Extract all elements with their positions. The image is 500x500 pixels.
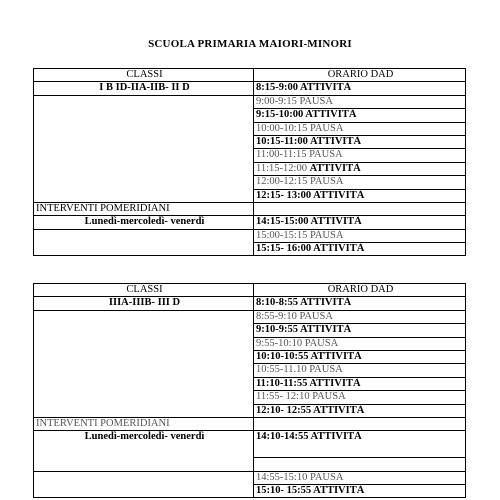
table-row [34, 471, 466, 484]
time-slot: 15:10- 15:55 ATTIVITÀ [254, 485, 466, 498]
class-group-label: I B ID-IIA-IIB- II D [34, 82, 254, 95]
empty-cell [34, 229, 254, 256]
time-slot: 9:10-9:55 ATTIVITÀ [254, 324, 466, 337]
activity-label: ATTIVITÀ [309, 162, 361, 174]
time-slot: 8:55-9:10 PAUSA [254, 310, 466, 323]
interventi-label: INTERVENTI POMERIDIANI [34, 202, 254, 215]
time-slot: 12:00-12:15 PAUSA [254, 176, 466, 189]
time-slot: 15:00-15:15 PAUSA [254, 229, 466, 242]
schedule-table-2 [33, 283, 466, 498]
empty-cell [254, 202, 466, 215]
time-slot: 8:10-8:55 ATTIVITÀ [254, 297, 466, 310]
table-row [34, 431, 466, 458]
empty-cell [254, 458, 466, 471]
class-group-label: IIIA-IIIB- III D [34, 297, 254, 310]
table-row [34, 310, 466, 323]
page-title: SCUOLA PRIMARIA MAIORI-MINORI [148, 38, 352, 50]
empty-cell [254, 417, 466, 430]
schedule-table-1 [33, 68, 466, 256]
time-slot: 11:55- 12:10 PAUSA [254, 391, 466, 404]
time-slot: 12:10- 12:55 ATTIVITÀ [254, 404, 466, 417]
table-row [34, 417, 466, 430]
time-slot: 11:15-12:00 ATTIVITÀ [254, 162, 466, 175]
table-row [34, 229, 466, 242]
table-row [34, 216, 466, 229]
time-slot: 11:00-11:15 PAUSA [254, 149, 466, 162]
col-classi-header: CLASSI [34, 284, 254, 297]
table-row [34, 95, 466, 108]
table-row [34, 297, 466, 310]
time-slot: 9:55-10:10 PAUSA [254, 337, 466, 350]
time-slot: 10:10-10:55 ATTIVITÀ [254, 350, 466, 363]
interventi-label: INTERVENTI POMERIDIANI [34, 417, 254, 430]
time-slot: 12:15- 13:00 ATTIVITÀ [254, 189, 466, 202]
days-label: Lunedì-mercoledì- venerdì [34, 431, 254, 471]
header-row [34, 284, 466, 297]
empty-cell [34, 471, 254, 498]
table-row [34, 202, 466, 215]
header-row [34, 69, 466, 82]
time-slot: 14:15-15:00 ATTIVITÀ [254, 216, 466, 229]
time-slot: 15:15- 16:00 ATTIVITÀ [254, 243, 466, 256]
time-slot: 10:00-10:15 PAUSA [254, 122, 466, 135]
time-slot: 9:00-9:15 PAUSA [254, 95, 466, 108]
time-slot: 14:10-14:55 ATTIVITÀ [254, 431, 466, 458]
days-label: Lunedì-mercoledì- venerdì [34, 216, 254, 229]
table-row [34, 82, 466, 95]
empty-cell [34, 95, 254, 202]
time-slot: 14:55-15:10 PAUSA [254, 471, 466, 484]
empty-cell [34, 310, 254, 417]
time-slot: 8:15-9:00 ATTIVITÀ [254, 82, 466, 95]
time-slot: 10:15-11:00 ATTIVITÀ [254, 135, 466, 148]
col-orario-header: ORARIO DAD [254, 284, 466, 297]
time-slot: 10:55-11.10 PAUSA [254, 364, 466, 377]
time-slot: 11:10-11:55 ATTIVITÀ [254, 377, 466, 390]
time-slot: 9:15-10:00 ATTIVITÀ [254, 109, 466, 122]
col-classi-header: CLASSI [34, 69, 254, 82]
col-orario-header: ORARIO DAD [254, 69, 466, 82]
